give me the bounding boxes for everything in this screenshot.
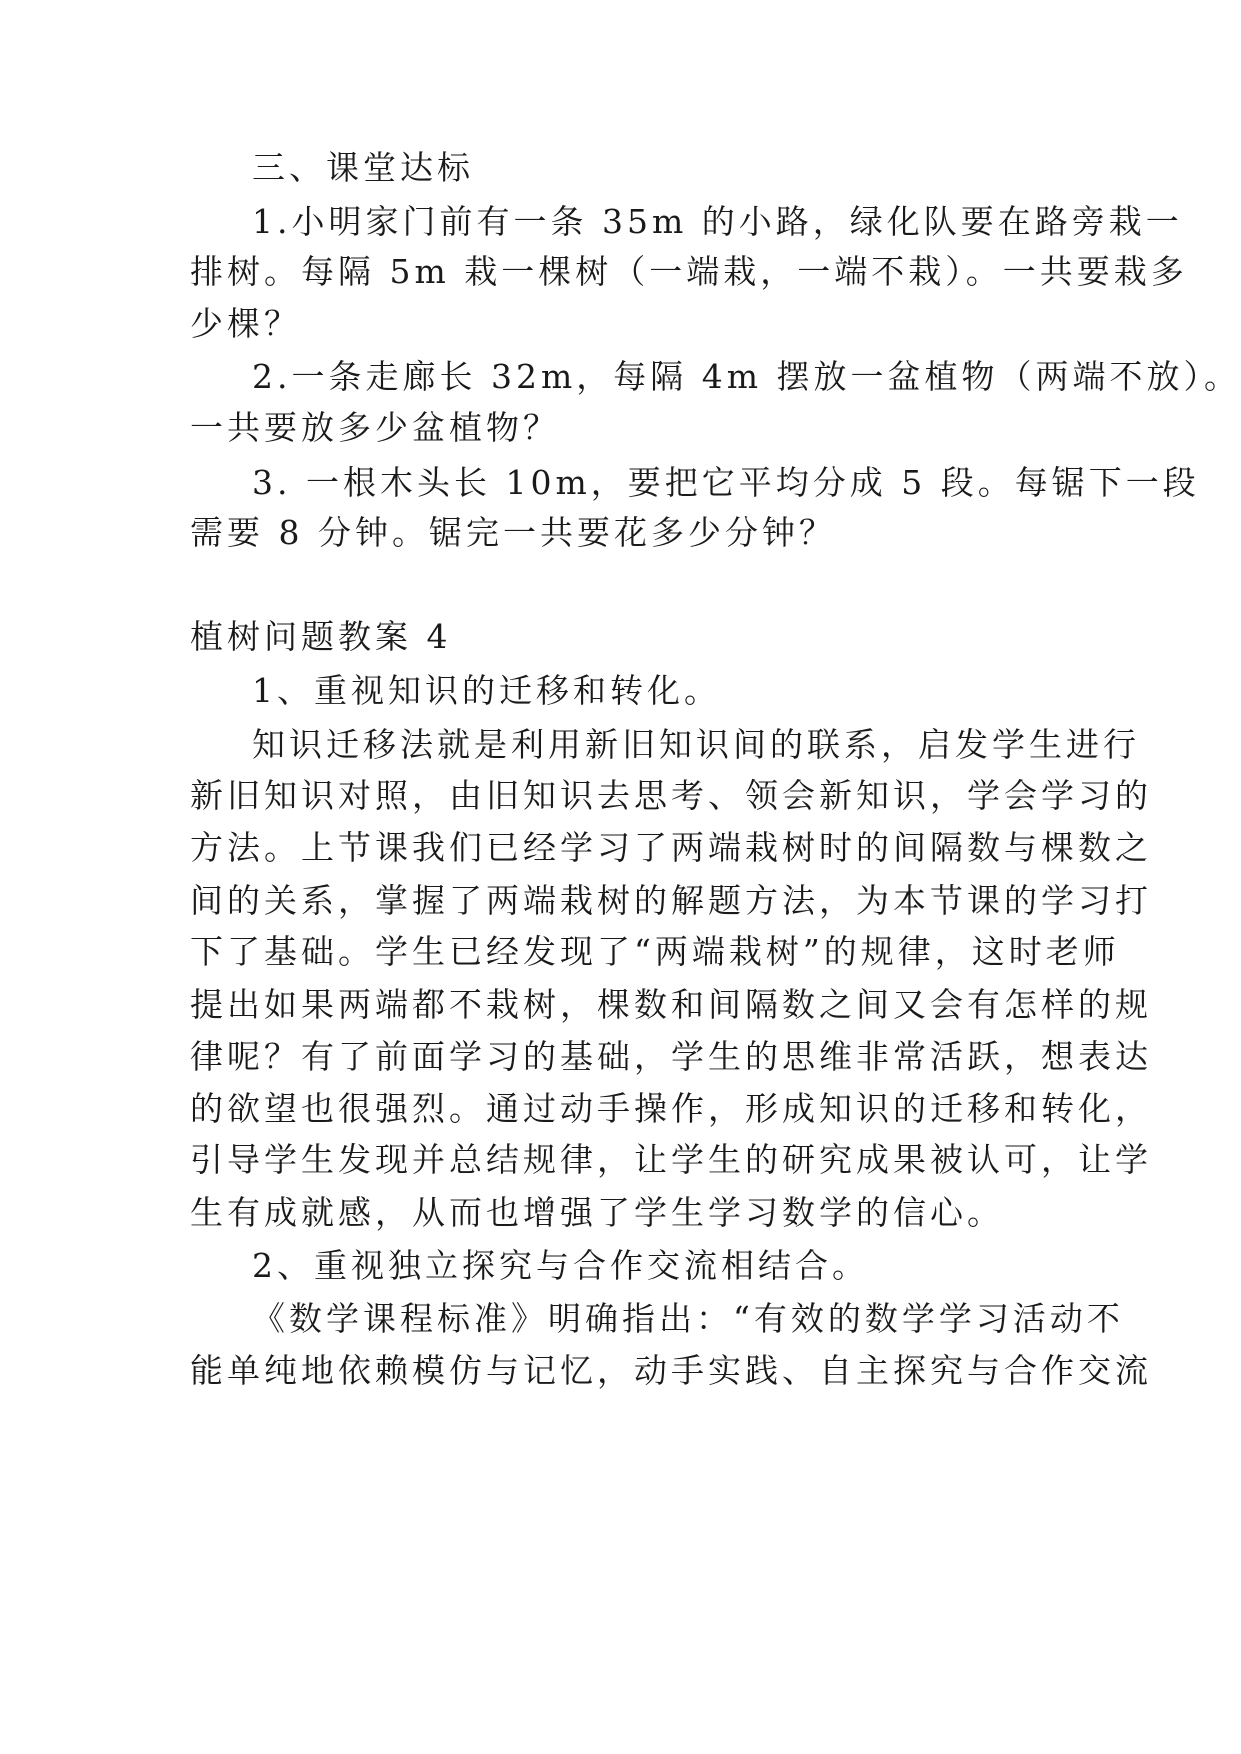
- exercise-1-line-3: 少棵？: [190, 304, 301, 343]
- point-2-line-1: 《数学课程标准》明确指出：“有效的数学学习活动不: [252, 1299, 1124, 1338]
- point-2-heading: 2、重视独立探究与合作交流相结合。: [252, 1246, 869, 1285]
- exercise-2-line-1: 2.一条走廊长 32m，每隔 4m 摆放一盆植物（两端不放）。: [252, 357, 1241, 396]
- exercise-2-line-2: 一共要放多少盆植物？: [190, 408, 560, 447]
- point-2-line-2: 能单纯地依赖模仿与记忆，动手实践、自主探究与合作交流: [190, 1351, 1152, 1390]
- exercise-1-line-1: 1.小明家门前有一条 35m 的小路，绿化队要在路旁栽一: [252, 202, 1183, 241]
- point-1-line-8: 的欲望也很强烈。通过动手操作，形成知识的迁移和转化，: [190, 1089, 1152, 1128]
- point-1-line-6: 提出如果两端都不栽树，棵数和间隔数之间又会有怎样的规: [190, 985, 1152, 1024]
- point-1-line-7: 律呢？有了前面学习的基础，学生的思维非常活跃，想表达: [190, 1037, 1152, 1076]
- point-1-line-10: 生有成就感，从而也增强了学生学习数学的信心。: [190, 1193, 1004, 1232]
- point-1-heading: 1、重视知识的迁移和转化。: [252, 671, 721, 710]
- exercise-1-line-2: 排树。每隔 5m 栽一棵树（一端栽，一端不栽）。一共要栽多: [190, 252, 1188, 291]
- lesson-title: 植树问题教案 4: [190, 617, 452, 656]
- point-1-line-5: 下了基础。学生已经发现了“两端栽树”的规律，这时老师: [190, 932, 1120, 971]
- point-1-line-4: 间的关系，掌握了两端栽树的解题方法，为本节课的学习打: [190, 881, 1152, 920]
- exercise-3-line-1: 3. 一根木头长 10m，要把它平均分成 5 段。每锯下一段: [252, 463, 1200, 502]
- point-1-line-2: 新旧知识对照，由旧知识去思考、领会新知识，学会学习的: [190, 776, 1152, 815]
- point-1-line-3: 方法。上节课我们已经学习了两端栽树时的间隔数与棵数之: [190, 828, 1152, 867]
- exercise-3-line-2: 需要 8 分钟。锯完一共要花多少分钟？: [190, 513, 836, 552]
- section-heading: 三、课堂达标: [252, 148, 474, 187]
- point-1-line-9: 引导学生发现并总结规律，让学生的研究成果被认可，让学: [190, 1140, 1152, 1179]
- point-1-line-1: 知识迁移法就是利用新旧知识间的联系，启发学生进行: [252, 725, 1140, 764]
